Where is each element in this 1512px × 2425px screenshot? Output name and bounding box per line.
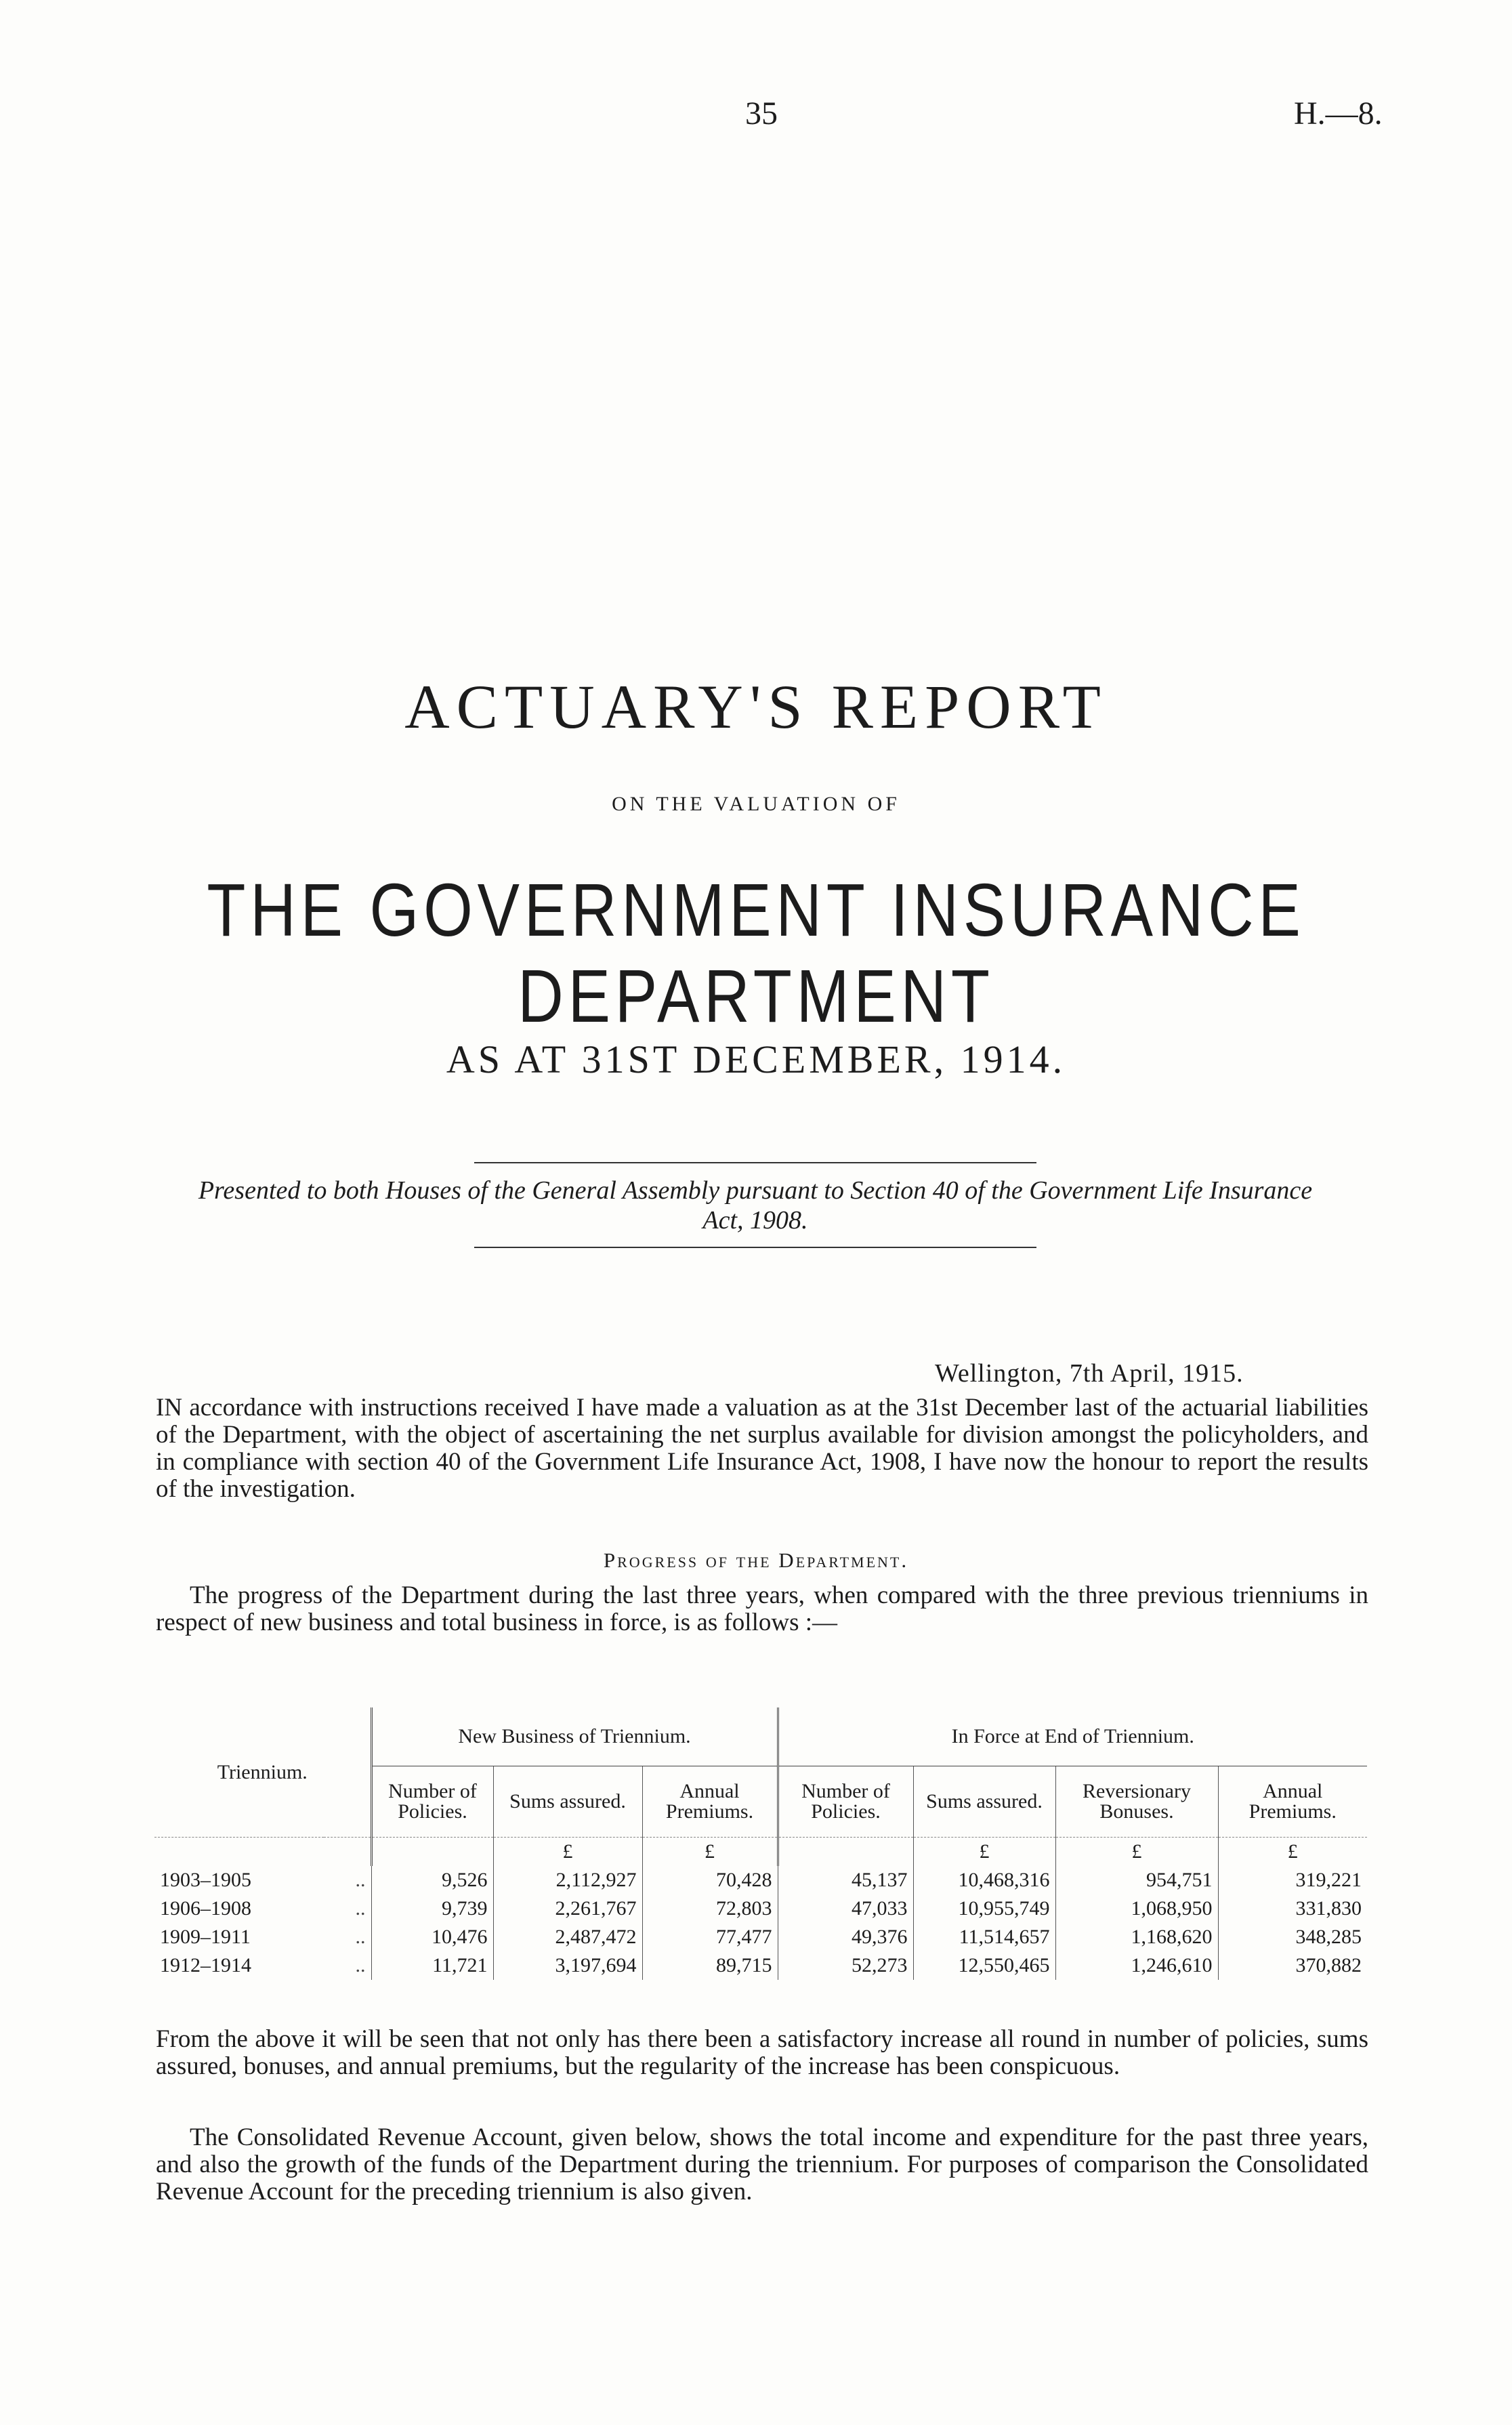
report-date-title: AS AT 31ST DECEMBER, 1914.	[446, 1037, 1066, 1081]
progress-paragraph: The progress of the Department during the last three years, when compared with the three previous trienniums in respect of new business and total business in force, is as follows :—	[156, 1581, 1368, 1636]
value-cell: 10,468,316	[913, 1866, 1055, 1894]
value-cell: 89,715	[642, 1951, 778, 1980]
leader-dots: ..	[355, 1869, 366, 1891]
value-cell: 9,739	[371, 1894, 493, 1923]
value-cell: 3,197,694	[493, 1951, 642, 1980]
conclusion-paragraph: From the above it will be seen that not only has there been a satisfactory increase all round in number of policies, sums assured, bonuses, and annual premiums, but the regularity of the increase has been conspicuous.	[156, 2025, 1368, 2080]
triennium-cell: 1906–1908	[160, 1897, 251, 1920]
col-header: Number of Policies.	[778, 1766, 913, 1838]
value-cell: 52,273	[778, 1951, 913, 1980]
table-row	[154, 1923, 1367, 1951]
page-number: 35	[745, 96, 778, 131]
value-cell: 70,428	[642, 1866, 778, 1894]
col-header: Annual Premiums.	[642, 1766, 778, 1838]
presented-note: Presented to both Houses of the General Assembly pursuant to Section 40 of the Government Life Insurance Act, 1908.	[198, 1176, 1313, 1235]
value-cell: 45,137	[778, 1866, 913, 1894]
value-cell: 72,803	[642, 1894, 778, 1923]
currency-mark	[778, 1838, 913, 1867]
report-subtitle: ON THE VALUATION OF	[612, 793, 900, 815]
value-cell: 11,514,657	[913, 1923, 1055, 1951]
group-in-force: In Force at End of Triennium.	[778, 1707, 1367, 1766]
value-cell: 1,246,610	[1055, 1951, 1218, 1980]
document-code: H.—8.	[1294, 96, 1383, 131]
value-cell: 49,376	[778, 1923, 913, 1951]
value-cell: 9,526	[371, 1866, 493, 1894]
col-header: Sums assured.	[493, 1766, 642, 1838]
currency-mark	[371, 1838, 493, 1867]
currency-mark: £	[642, 1838, 778, 1867]
col-header: Reversionary Bonuses.	[1055, 1766, 1218, 1838]
currency-mark: £	[493, 1838, 642, 1867]
col-header: Annual Premiums.	[1218, 1766, 1367, 1838]
table-row	[154, 1866, 1367, 1894]
value-cell: 348,285	[1218, 1923, 1367, 1951]
value-cell: 331,830	[1218, 1894, 1367, 1923]
progress-table	[154, 1707, 1367, 1980]
triennium-cell: 1903–1905	[160, 1869, 251, 1891]
leader-dots: ..	[355, 1897, 366, 1920]
divider-top	[474, 1162, 1036, 1163]
value-cell: 12,550,465	[913, 1951, 1055, 1980]
dateline: Wellington, 7th April, 1915.	[935, 1359, 1244, 1388]
triennium-cell: 1909–1911	[160, 1926, 251, 1948]
divider-bottom	[474, 1247, 1036, 1248]
leader-dots: ..	[355, 1954, 366, 1976]
leader-dots: ..	[355, 1926, 366, 1948]
value-cell: 319,221	[1218, 1866, 1367, 1894]
table-row	[154, 1894, 1367, 1923]
value-cell: 370,882	[1218, 1951, 1367, 1980]
report-title: ACTUARY'S REPORT	[404, 672, 1108, 741]
table-row	[154, 1951, 1367, 1980]
section-heading: Progress of the Department.	[603, 1548, 909, 1572]
triennium-cell: 1912–1914	[160, 1954, 251, 1976]
value-cell: 10,476	[371, 1923, 493, 1951]
triennium-header: Triennium.	[154, 1707, 371, 1838]
currency-mark: £	[1055, 1838, 1218, 1867]
value-cell: 77,477	[642, 1923, 778, 1951]
value-cell: 11,721	[371, 1951, 493, 1980]
currency-mark: £	[913, 1838, 1055, 1867]
group-new-business: New Business of Triennium.	[371, 1707, 778, 1766]
value-cell: 2,112,927	[493, 1866, 642, 1894]
currency-mark: £	[1218, 1838, 1367, 1867]
value-cell: 10,955,749	[913, 1894, 1055, 1923]
value-cell: 1,168,620	[1055, 1923, 1218, 1951]
value-cell: 1,068,950	[1055, 1894, 1218, 1923]
value-cell: 2,487,472	[493, 1923, 642, 1951]
value-cell: 47,033	[778, 1894, 913, 1923]
col-header: Sums assured.	[913, 1766, 1055, 1838]
value-cell: 2,261,767	[493, 1894, 642, 1923]
revenue-paragraph: The Consolidated Revenue Account, given below, shows the total income and expenditure for the past three years, and also the growth of the funds of the Department during the triennium. For purposes of comparison the Consolidated Revenue Account for the preceding triennium is also given.	[156, 2123, 1368, 2205]
department-title: THE GOVERNMENT INSURANCE DEPARTMENT	[207, 869, 1305, 1038]
value-cell: 954,751	[1055, 1866, 1218, 1894]
intro-paragraph: IN accordance with instructions received I have made a valuation as at the 31st December last of the actuarial liabilities of the Department, with the object of ascertaining the net surplus available for division amongst the policyholders, and in compliance with section 40 of the Government Life Insurance Act, 1908, I have now the honour to report the results of the investigation.	[156, 1394, 1368, 1503]
col-header: Number of Policies.	[371, 1766, 493, 1838]
